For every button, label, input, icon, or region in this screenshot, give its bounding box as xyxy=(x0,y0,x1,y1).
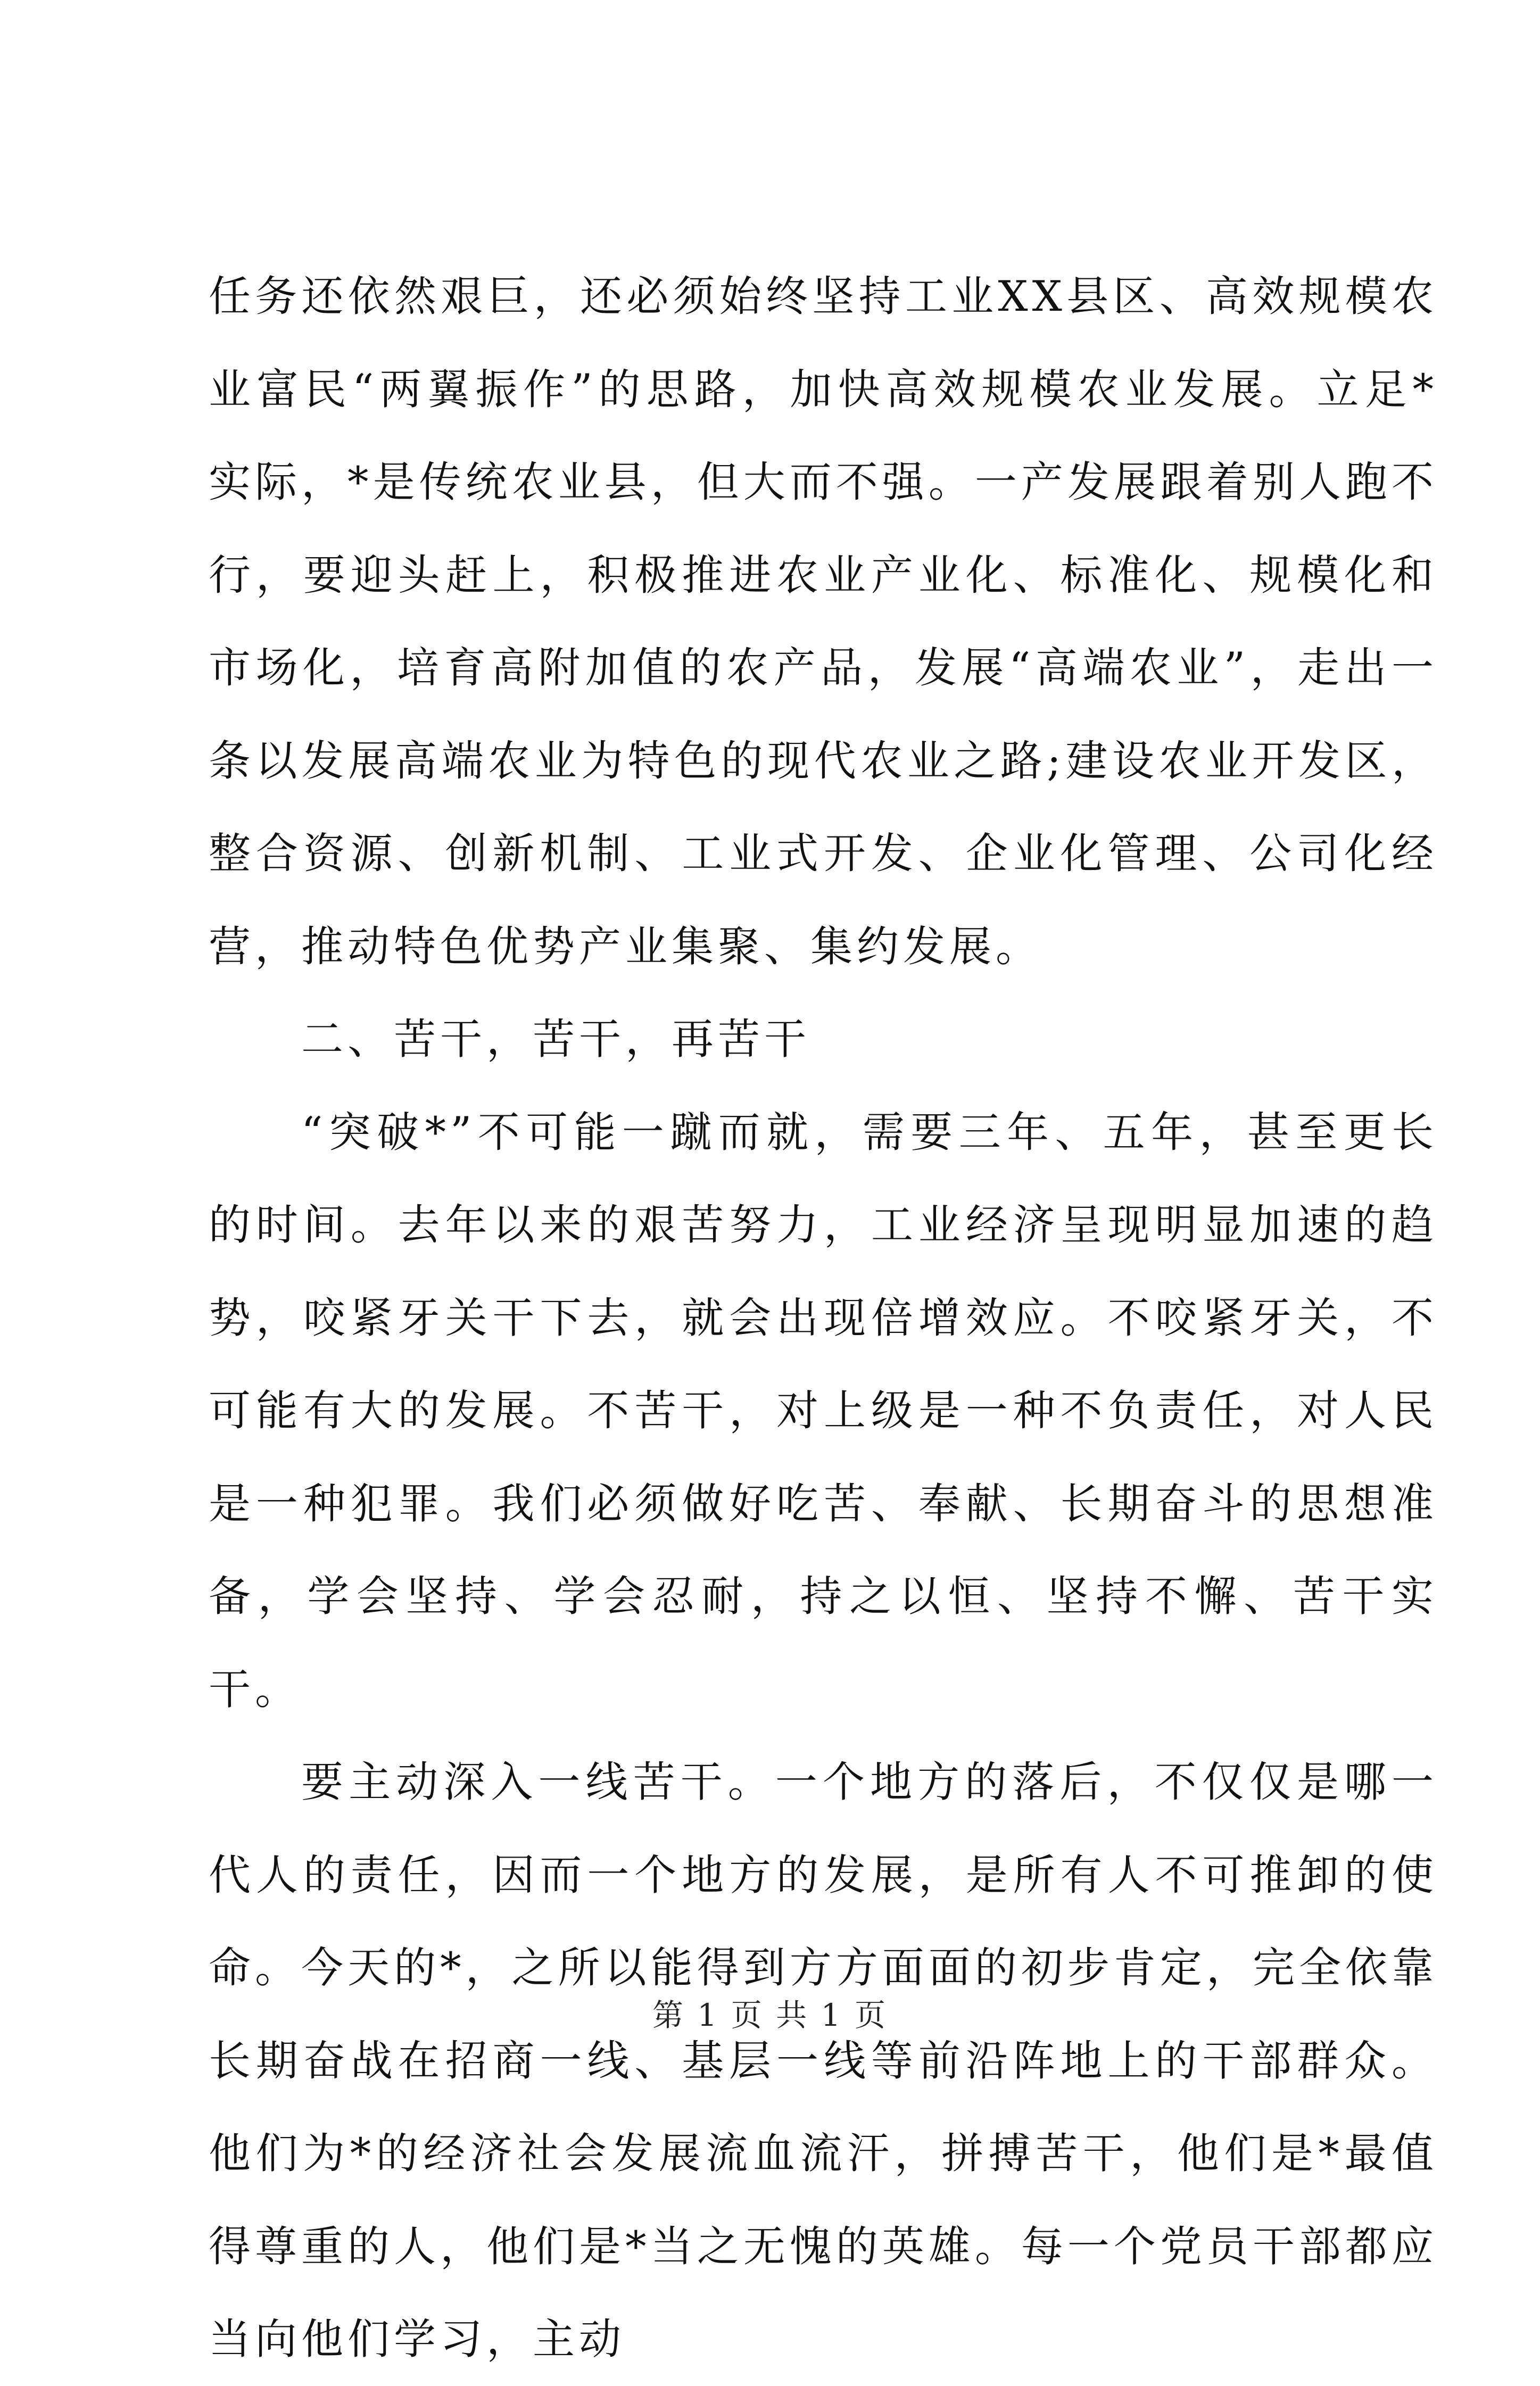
paragraph-3: 要主动深入一线苦干。一个地方的落后，不仅仅是哪一代人的责任，因而一个地方的发展，是所有人不可推卸的使命。今天的*，之所以能得到方方面面的初步肯定，完全依靠长期奋战在招商一线、基层一线等前沿阵地上的干部群众。他们为*的经济社会发展流血流汗，拼搏苦干，他们是*最值得尊重的人，他们是*当之无愧的英雄。每一个党员干部都应当向他们学习，主动 xyxy=(209,1758,1438,2364)
paragraph-1: 任务还依然艰巨，还必须始终坚持工业XX县区、高效规模农业富民“两翼振作”的思路，加快高效规模农业发展。立足*实际，*是传统农业县，但大而不强。一产发展跟着别人跑不行，要迎头赶上，积极推进农业产业化、标准化、规模化和市场化，培育高附加值的农产品，发展“高端农业”，走出一条以发展高端农业为特色的现代农业之路;建设农业开发区，整合资源、创新机制、工业式开发、企业化管理、公司化经营，推动特色优势产业集聚、集约发展。 xyxy=(209,272,1438,971)
page-footer: 第 1 页 共 1 页 xyxy=(652,1997,888,2033)
section-heading: 二、苦干，苦干，再苦干 xyxy=(301,1015,810,1064)
paragraph-2: “突破*”不可能一蹴而就，需要三年、五年，甚至更长的时间。去年以来的艰苦努力，工业经济呈现明显加速的趋势，咬紧牙关干下去，就会出现倍增效应。不咬紧牙关，不可能有大的发展。不苦干，对上级是一种不负责任，对人民是一种犯罪。我们必须做好吃苦、奉献、长期奋斗的思想准备，学会坚持、学会忍耐，持之以恒、坚持不懈、苦干实干。 xyxy=(209,1107,1438,1714)
document-body xyxy=(209,250,1438,2386)
